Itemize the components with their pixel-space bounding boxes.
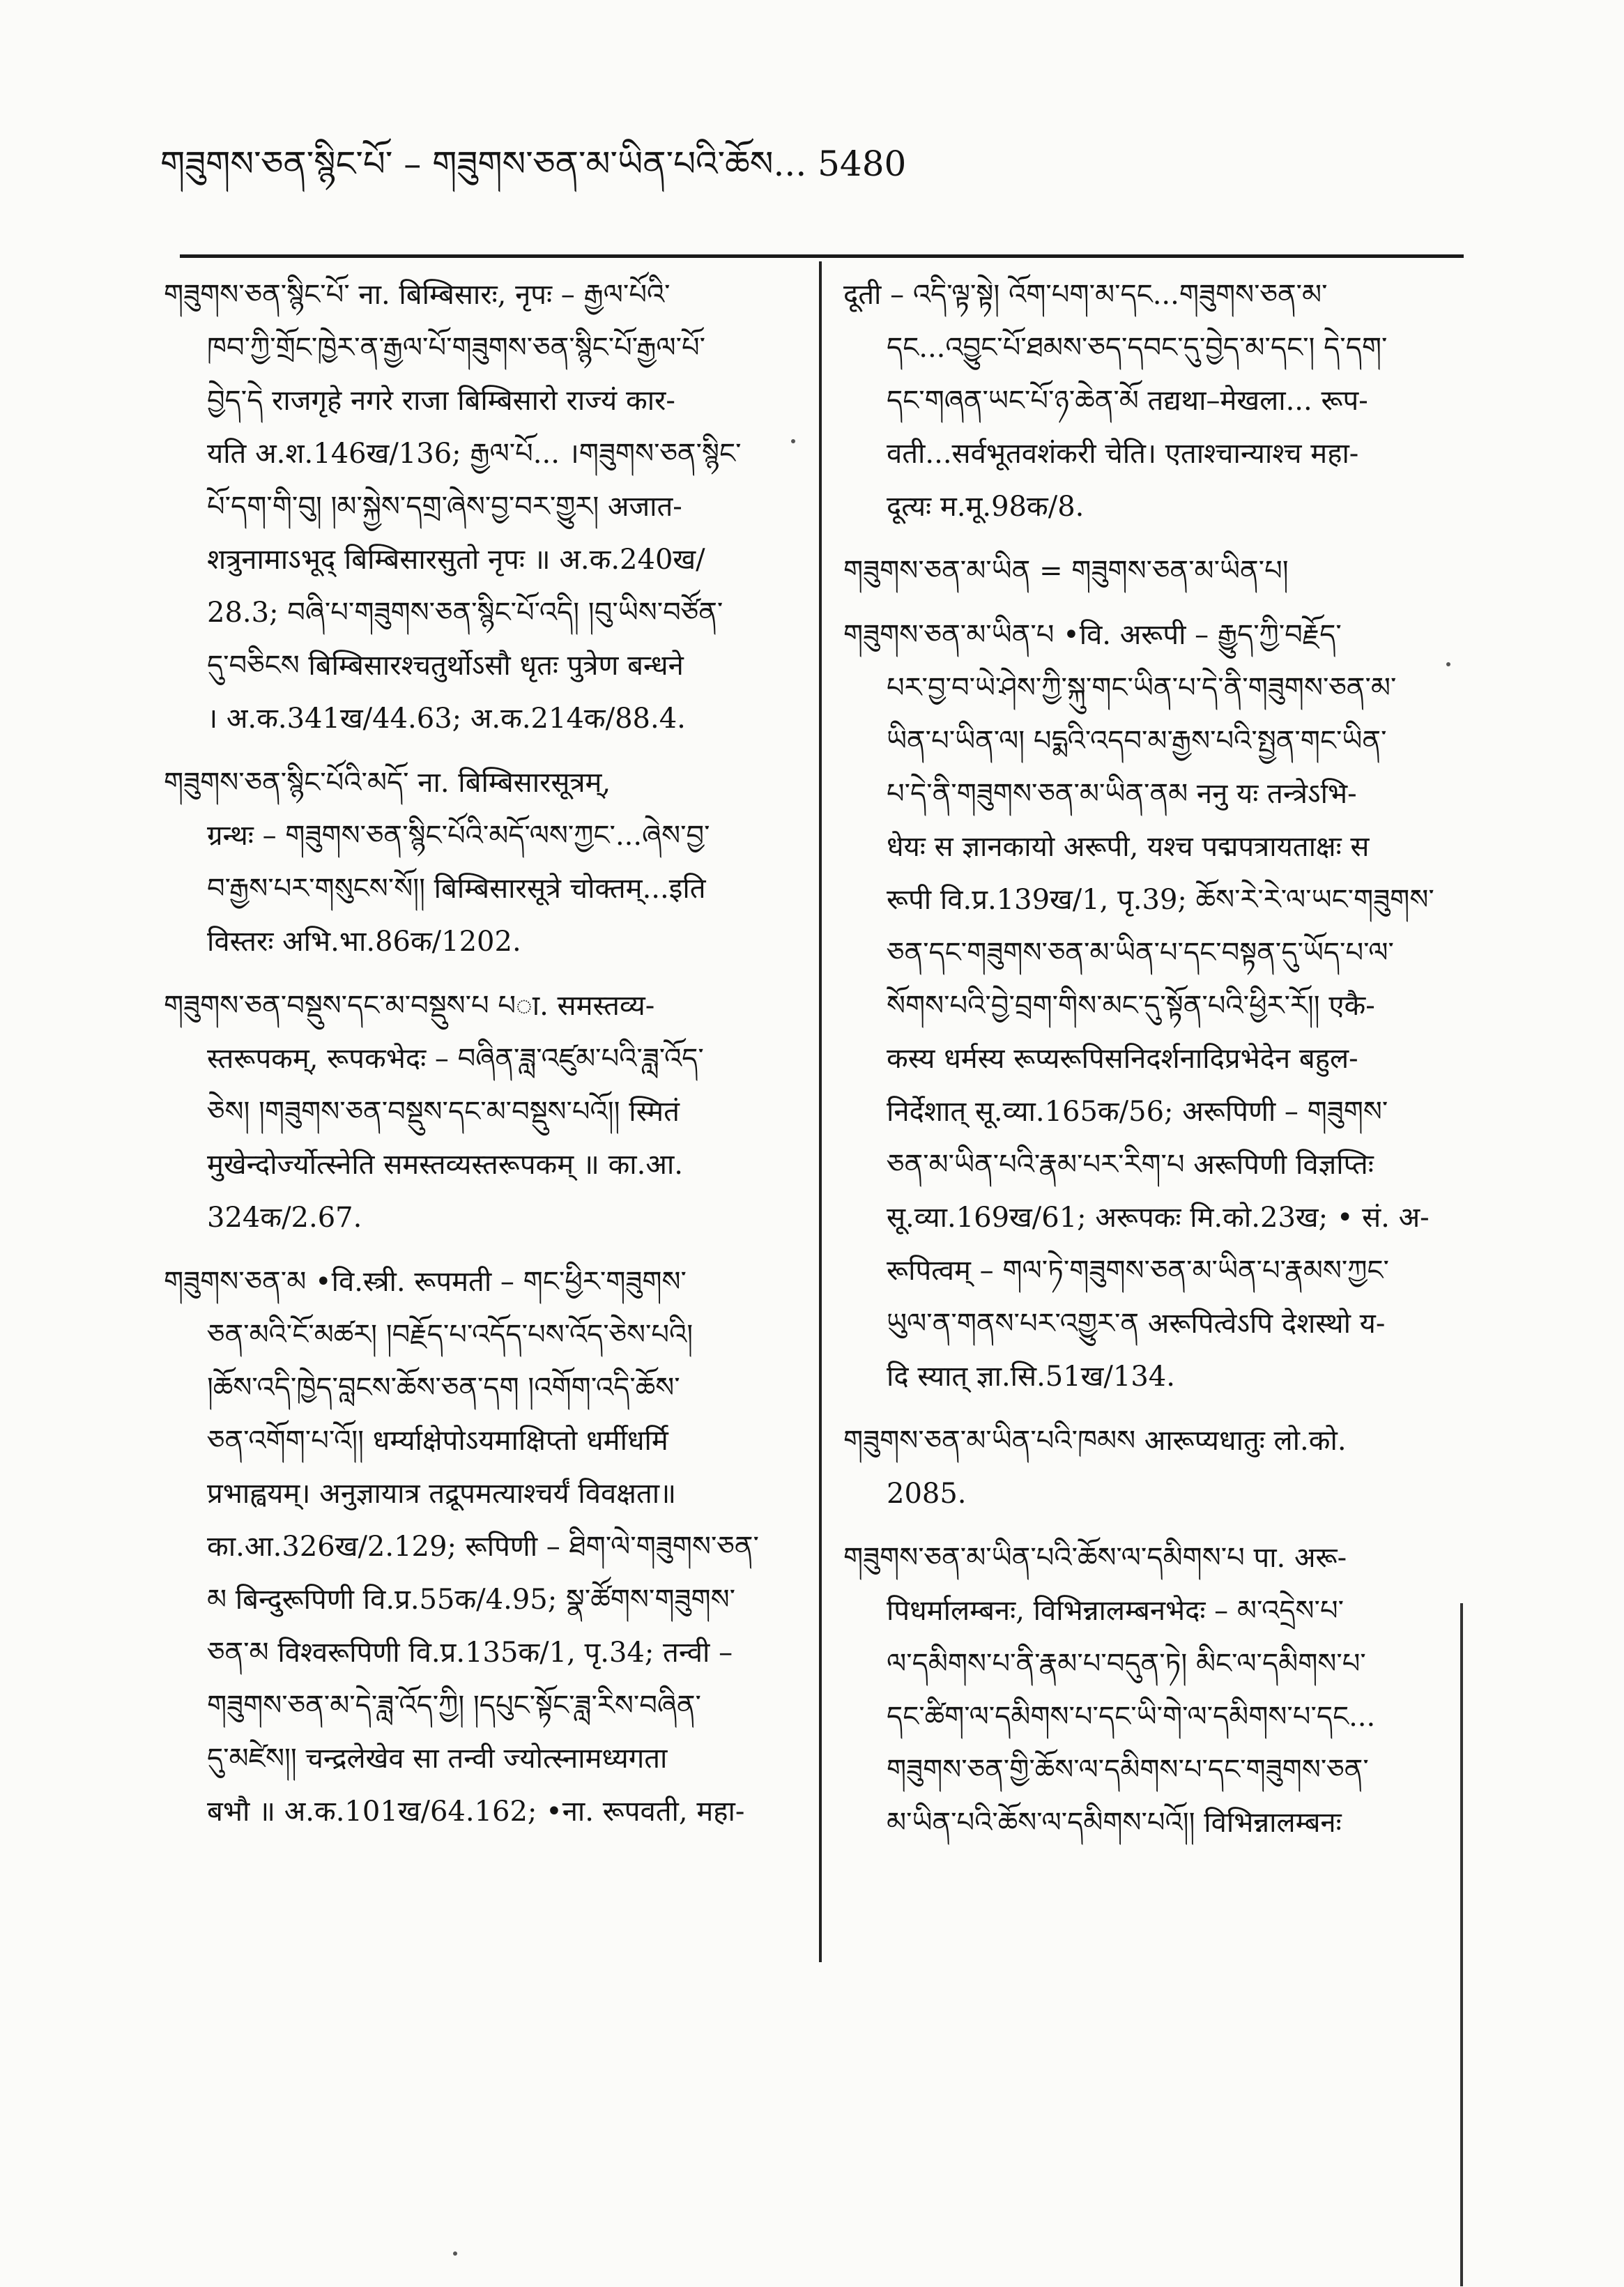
entry-headword-line: གཟུགས་ཅན་མ་ཡིན་པ •वि. अरूपी – རྒྱུད་ཀྱི་བརྗོད་ [843,619,1342,651]
page-edge-mark [1460,1603,1463,2286]
entry-line: स्तरूपकम्, रूपकभेदः – བཞིན་ཟླ་འཛུམ་པའི་ཟླ་འོད་ [207,1043,704,1075]
entry-headword-line: གཟུགས་ཅན་མ་ཡིན = གཟུགས་ཅན་མ་ཡིན་པ། [843,555,1289,587]
entry-line: གཟུགས་ཅན་མ་དེ་ཟླ་འོད་ཀྱི། །དཔུང་སྟོང་ཟླ་རིས་བཞིན་ [207,1690,701,1722]
dictionary-entry [843,268,1457,533]
dictionary-entry [164,979,777,1244]
entry-line: दूत्यः म.मू.98क/8. [887,491,1085,523]
right-column [843,268,1457,1860]
entry-line: 324क/2.67. [207,1202,362,1234]
column-divider [819,261,822,1962]
entry-headword-line: གཟུགས་ཅན་སྙིང་པོའི་མདོ་ ना. बिम्बिसारसूत्रम्, [164,767,611,799]
entry-line: ལ་དམིགས་པ་ནི་རྣམ་པ་བདུན་ཏེ། མིང་ལ་དམིགས་པ་ [887,1648,1366,1680]
entry-line: ཅན་མ विश्वरूपिणी वि.प्र.135क/1, पृ.34; तन्वी – [207,1637,733,1669]
entry-headword-line: གཟུགས་ཅན་བསྡུས་དང་མ་བསྡུས་པ པा. समस्तव्य- [164,990,655,1022]
entry-line: སོགས་པའི་བྱེ་བྲག་གིས་མང་དུ་སྟོན་པའི་ཕྱིར་རོ།། एकै- [887,990,1375,1022]
entry-line: དང་ཚིག་ལ་དམིགས་པ་དང་ཡི་གེ་ལ་དམིགས་པ་དང... [887,1701,1376,1733]
entry-line: रूपी वि.प्र.139ख/1, पृ.39; ཆོས་རེ་རེ་ལ་ཡང་གཟུགས་ [887,884,1434,916]
left-column [164,268,777,1849]
dictionary-entry [843,1414,1457,1520]
entry-line: ཁབ་ཀྱི་གྲོང་ཁྱེར་ན་རྒྱལ་པོ་གཟུགས་ཅན་སྙིང་པོ་རྒྱལ་པོ་ [207,332,706,364]
entry-line: दि स्यात् ज्ञा.सि.51ख/134. [887,1361,1175,1393]
entry-line: པོ་དག་གི་བུ། །མ་སྐྱེས་དགྲ་ཞེས་བྱ་བར་གྱུར། अजात- [207,491,682,523]
entry-line: ग्रन्थः – གཟུགས་ཅན་སྙིང་པོའི་མདོ་ལས་ཀྱང་...ཞེས་བྱ་ [207,820,710,852]
entry-line: शत्रुनामाऽभूद् बिम्बिसारसुतो नृपः ॥ अ.क.240ख/ [207,544,705,576]
entry-line: བྱེད་དེ राजगृहे नगरे राजा बिम्बिसारो राज्यं कार- [207,385,675,417]
entry-line: དུ་མཛེས།། चन्द्रलेखेव सा तन्वी ज्योत्स्नामध्यगता [207,1743,668,1775]
running-header: གཟུགས་ཅན་སྙིང་པོ་ – གཟུགས་ཅན་མ་ཡིན་པའི་ཆོས... 5480 [160,144,907,184]
entry-headword-line: दूती – འདི་ལྟ་སྟེ། འོག་པག་མ་དང...གཟུགས་ཅན་མ་ [843,279,1328,311]
dictionary-entry [164,756,777,968]
entry-line: དང...འབྱུང་པོ་ཐམས་ཅད་དབང་དུ་བྱེད་མ་དང་། དེ་དག་ [887,332,1388,364]
entry-line: का.आ.326ख/2.129; रूपिणी – ཐིག་ལེ་གཟུགས་ཅན་ [207,1531,759,1563]
scan-speck [791,439,795,443]
entry-line: निर्देशात् सू.व्या.165क/56; अरूपिणी – གཟུགས་ [887,1096,1388,1128]
entry-line: མ बिन्दुरूपिणी वि.प्र.55क/4.95; སྣ་ཚོགས་གཟུགས་ [207,1584,736,1616]
entry-line: यति अ.श.146ख/136; རྒྱལ་པོ... ।གཟུགས་ཅན་སྙིང་ [207,438,742,470]
dictionary-entry [843,609,1457,1403]
entry-headword-line: གཟུགས་ཅན་མ་ཡིན་པའི་ཆོས་ལ་དམིགས་པ पा. अरू- [843,1542,1347,1574]
header-rule [180,254,1464,258]
entry-line: ཅེས། །གཟུགས་ཅན་བསྡུས་དང་མ་བསྡུས་པའོ།། स्मितं [207,1096,680,1128]
dictionary-entry [843,544,1457,597]
entry-line: 2085. [887,1478,967,1510]
scan-speck [453,2251,457,2256]
entry-line: ཅན་མ་ཡིན་པའི་རྣམ་པར་རིག་པ अरूपिणी विज्ञप्तिः [887,1149,1374,1181]
entry-line: रूपित्वम् – གལ་ཏེ་གཟུགས་ཅན་མ་ཡིན་པ་རྣམས་ཀྱང་ [887,1255,1389,1287]
entry-line: कस्य धर्मस्य रूप्यरूपिसनिदर्शनादिप्रभेदेन बहुल- [887,1043,1358,1075]
entry-line: 28.3; བཞི་པ་གཟུགས་ཅན་སྙིང་པོ་འདི། །བུ་ཡིས་བཙོན་ [207,597,723,629]
entry-line: དུ་བཅིངས बिम्बिसारश्चतुर्थोऽसौ धृतः पुत्रेण बन्धने [207,650,684,682]
entry-line: པར་བྱ་བ་ཡེ་ཤེས་ཀྱི་སྐུ་གང་ཡིན་པ་དེ་ནི་གཟུགས་ཅན་མ་ [887,672,1397,704]
entry-line: बभौ ॥ अ.क.101ख/64.162; •ना. रूपवती, महा- [207,1796,745,1828]
entry-line: ཡུལ་ན་གནས་པར་འགྱུར་ན अरूपित्वेऽपि देशस्थो य- [887,1308,1386,1340]
scan-speck [1446,662,1450,666]
entry-line: मुखेन्दोर्ज्योत्स्नेति समस्तव्यस्तरूपकम् ॥ का.आ. [207,1149,683,1181]
entry-line: །ཆོས་འདི་ཁྱེད་བླངས་ཆོས་ཅན་དག །འགོག་འདི་ཆོས་ [207,1372,680,1404]
entry-headword-line: གཟུགས་ཅན་སྙིང་པོ་ ना. बिम्बिसारः, नृपः – རྒྱལ་པོའི་ [164,279,671,311]
entry-line: विस्तरः अभि.भा.86क/1202. [207,926,521,958]
entry-line: མ་ཡིན་པའི་ཆོས་ལ་དམིགས་པའོ།། विभिन्नालम्बनः [887,1807,1342,1839]
entry-line: གཟུགས་ཅན་གྱི་ཆོས་ལ་དམིགས་པ་དང་གཟུགས་ཅན་ [887,1754,1369,1786]
dictionary-entry [843,1531,1457,1849]
entry-line: དང་གཞན་ཡང་པོ་ཉ་ཆེན་མོ तद्यथा–मेखला... रूप- [887,385,1368,417]
entry-line: । अ.क.341ख/44.63; अ.क.214क/88.4. [207,703,686,735]
entry-headword-line: གཟུགས་ཅན་མ་ཡིན་པའི་ཁམས आरूप्यधातुः लो.को. [843,1425,1347,1457]
dictionary-entry [164,1255,777,1838]
entry-line: ཅན་དང་གཟུགས་ཅན་མ་ཡིན་པ་དང་བསྟན་དུ་ཡོད་པ་ལ་ [887,937,1394,969]
dictionary-entry [164,268,777,745]
entry-line: पिधर्मालम्बनः, विभिन्नालम्बनभेदः – མ་འདྲེས་པ་ [887,1595,1344,1627]
entry-line: वती...सर्वभूतवशंकरी चेति। एताश्चान्याश्च महा- [887,438,1359,470]
entry-line: धेयः स ज्ञानकायो अरूपी, यश्च पद्मपत्रायताक्षः स [887,831,1370,863]
entry-line: सू.व्या.169ख/61; अरूपकः मि.को.23ख; • सं. अ- [887,1202,1430,1234]
entry-line: པ་དེ་ནི་གཟུགས་ཅན་མ་ཡིན་ནམ ननु यः तन्त्रेऽभि- [887,778,1357,810]
entry-line: བ་རྒྱས་པར་གསུངས་སོ།། बिम्बिसारसूत्रे चोक्तम्...इति [207,873,706,905]
entry-headword-line: གཟུགས་ཅན་མ •वि.स्त्री. रूपमती – གང་ཕྱིར་གཟུགས་ [164,1266,687,1298]
entry-line: ཅན་མའི་ངོ་མཚར། །བརྗོད་པ་འདོད་པས་འོད་ཅེས་པའི། [207,1319,694,1351]
entry-line: ཅན་འགོག་པ་འོ།། धर्म्याक्षेपोऽयमाक्षिप्तो धर्मीधर्मि [207,1425,668,1457]
entry-line: ཡིན་པ་ཡིན་ལ། པདྨའི་འདབ་མ་རྒྱས་པའི་སྤྱན་གང་ཡིན་ [887,725,1387,757]
entry-line: प्रभाह्वयम्। अनुज्ञायात्र तद्रूपमत्याश्चर्यं विवक्षता॥ [207,1478,677,1510]
